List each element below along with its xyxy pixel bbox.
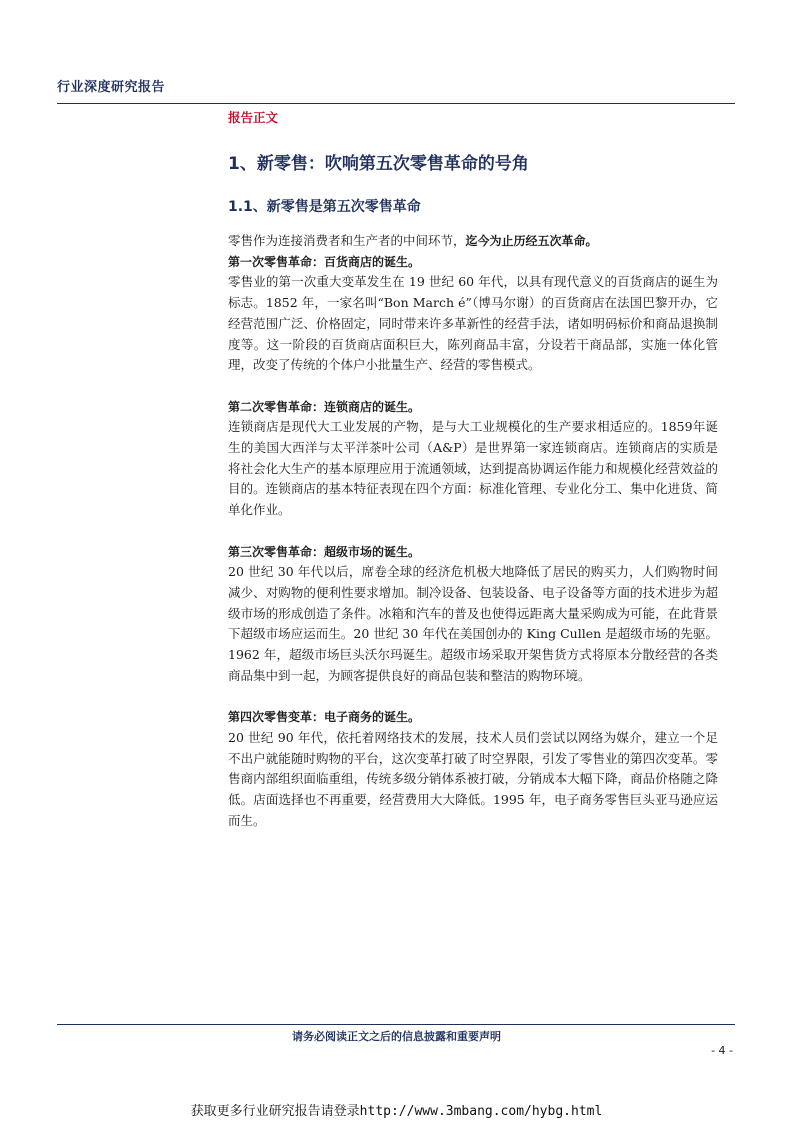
paragraph-gap xyxy=(228,521,718,542)
section-tag: 报告正文 xyxy=(228,110,279,125)
header-divider xyxy=(57,103,735,104)
intro-text: 零售作为连接消费者和生产者的中间环节， xyxy=(228,233,466,248)
paragraph-gap xyxy=(228,376,718,397)
revolution-1-body: 零售业的第一次重大变革发生在 19 世纪 60 年代，以具有现代意义的百货商店的诞生为标志。1852 年，一家名叫“Bon March é”（博马尔谢）的百货商店在法国巴黎开办，它经营范围广泛、价格固定，同时带来许多革新性的经营手法，诸如明码标价和商品退换制度等。这一阶段的百货商店面积巨大，陈列商品丰富，分设若干商品部，实施一体化管理，改变了传统的个体户小批量生产、经营的零售模式。 xyxy=(228,274,718,373)
revolution-4-title: 第四次零售变革：电子商务的诞生。 xyxy=(228,710,421,725)
revolution-2-body: 连锁商店是现代大工业发展的产物，是与大工业规模化的生产要求相适应的。1859年诞生的美国大西洋与太平洋茶叶公司（A&P）是世界第一家连锁商店。连锁商店的实质是将社会化大生产的基本原理应用于流通领域，达到提高协调运作能力和规模化经营效益的目的。连锁商店的基本特征表现在四个方面：标准化管理、专业化分工、集中化进货、简单化作业。 xyxy=(228,419,718,518)
download-link-text[interactable]: 获取更多行业研究报告请登录http://www.3mbang.com/hybg.html xyxy=(190,1104,603,1119)
revolution-3-body: 20 世纪 30 年代以后，席卷全球的经济危机极大地降低了居民的购买力，人们购物时间减少、对购物的便利性要求增加。制冷设备、包装设备、电子设备等方面的技术进步为超级市场的形成创造了条件。冰箱和汽车的普及也使得远距离大量采购成为可能，在此背景下超级市场应运而生。20 世纪 30 年代在美国创办的 King Cullen 是超级市场的先驱。1962 年，超级市场巨头沃尔玛诞生。超级市场采取开架售货方式将原本分散经营的各类商品集中到一起，为顾客提供良好的商品包装和整洁的购物环境。 xyxy=(228,564,718,683)
intro-paragraph xyxy=(228,231,718,252)
revolution-4-body: 20 世纪 90 年代，依托着网络技术的发展，技术人员们尝试以网络为媒介，建立一个足不出户就能随时购物的平台，这次变革打破了时空界限，引发了零售业的第四次变革。零售商内部组织面临重组，传统多级分销体系被打破，分销成本大幅下降，商品价格随之降低。店面选择也不再重要，经营费用大大降低。1995 年，电子商务零售巨头亚马逊应运而生。 xyxy=(228,729,718,828)
revolution-1-title: 第一次零售革命：百货商店的诞生。 xyxy=(228,254,421,269)
footer-divider xyxy=(57,1024,735,1025)
revolution-3-title: 第三次零售革命：超级市场的诞生。 xyxy=(228,544,421,559)
section-heading: 1.1、新零售是第五次零售革命 xyxy=(228,199,421,215)
report-type-header: 行业深度研究报告 xyxy=(57,80,166,95)
intro-bold-text: 迄今为止历经五次革命。 xyxy=(465,234,598,248)
disclaimer-note: 请务必阅读正文之后的信息披露和重要声明 xyxy=(292,1030,501,1043)
page-number: - 4 - xyxy=(711,1044,733,1057)
chapter-heading: 1、新零售：吹响第五次零售革命的号角 xyxy=(228,154,529,174)
paragraph-gap xyxy=(228,686,718,707)
revolution-2-title: 第二次零售革命：连锁商店的诞生。 xyxy=(228,399,421,414)
body-content xyxy=(228,231,718,831)
